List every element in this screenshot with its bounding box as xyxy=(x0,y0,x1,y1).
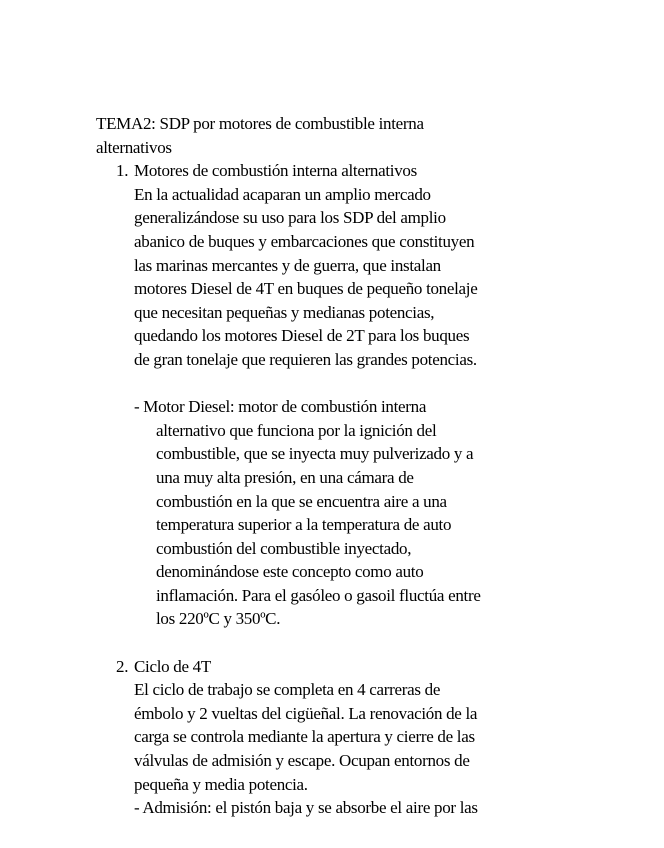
paragraph-line: quedando los motores Diesel de 2T para los buques xyxy=(134,326,470,346)
paragraph-line: de gran tonelaje que requieren las grandes potencias. xyxy=(134,349,477,369)
list-number: 2. xyxy=(116,656,129,676)
list-number: 1. xyxy=(116,161,129,181)
list-item-section-1 xyxy=(96,159,566,654)
paragraph-line: abanico de buques y embarcaciones que constituyen xyxy=(134,231,475,251)
bullet-line: combustible, que se inyecta muy pulverizado y a xyxy=(156,444,474,464)
bullet-item-motor-diesel xyxy=(134,395,566,631)
heading-line: alternativos xyxy=(96,137,172,157)
paragraph-line: válvulas de admisión y escape. Ocupan entornos de xyxy=(134,751,470,771)
paragraph-line: motores Diesel de 4T en buques de pequeño tonelaje xyxy=(134,279,478,299)
paragraph-line: las marinas mercantes y de guerra, que instalan xyxy=(134,255,441,275)
bullet-line: temperatura superior a la temperatura de auto xyxy=(156,515,452,535)
bullet-line: combustión del combustible inyectado, xyxy=(156,538,412,558)
section-paragraph xyxy=(134,678,566,796)
document-page xyxy=(96,112,566,820)
section-title: Motores de combustión interna alternativos xyxy=(134,161,417,181)
bullet-line: inflamación. Para el gasóleo o gasoil fluctúa entre xyxy=(156,585,481,605)
blank-line xyxy=(96,631,566,655)
bullet-line: los 220ºC y 350ºC. xyxy=(156,609,281,629)
paragraph-line: En la actualidad acaparan un amplio mercado xyxy=(134,184,431,204)
paragraph-line: carga se controla mediante la apertura y cierre de las xyxy=(134,727,475,747)
bullet-line: una muy alta presión, en una cámara de xyxy=(156,467,414,487)
section-paragraph xyxy=(134,183,566,372)
bullet-line: alternativo que funciona por la ignición del xyxy=(156,420,437,440)
bullet-line: denominándose este concepto como auto xyxy=(156,562,424,582)
bullet-first-line: - Admisión: el pistón baja y se absorbe el aire por las xyxy=(134,798,478,818)
bullet-continuation xyxy=(156,419,566,631)
paragraph-line: El ciclo de trabajo se completa en 4 carreras de xyxy=(134,680,441,700)
paragraph-line: émbolo y 2 vueltas del cigüeñal. La renovación de la xyxy=(134,703,478,723)
blank-line xyxy=(96,372,566,396)
list-item-section-2 xyxy=(96,655,566,820)
numbered-list xyxy=(96,159,566,820)
bullet-item-admision xyxy=(134,796,566,820)
heading-line: TEMA2: SDP por motores de combustible interna xyxy=(96,114,424,133)
bullet-line: combustión en la que se encuentra aire a una xyxy=(156,491,447,511)
section-title: Ciclo de 4T xyxy=(134,656,211,676)
document-heading xyxy=(96,112,566,159)
paragraph-line: que necesitan pequeñas y medianas potencias, xyxy=(134,302,435,322)
paragraph-line: generalizándose su uso para los SDP del amplio xyxy=(134,208,446,228)
paragraph-line: pequeña y media potencia. xyxy=(134,774,308,794)
bullet-first-line: - Motor Diesel: motor de combustión interna xyxy=(134,397,427,417)
